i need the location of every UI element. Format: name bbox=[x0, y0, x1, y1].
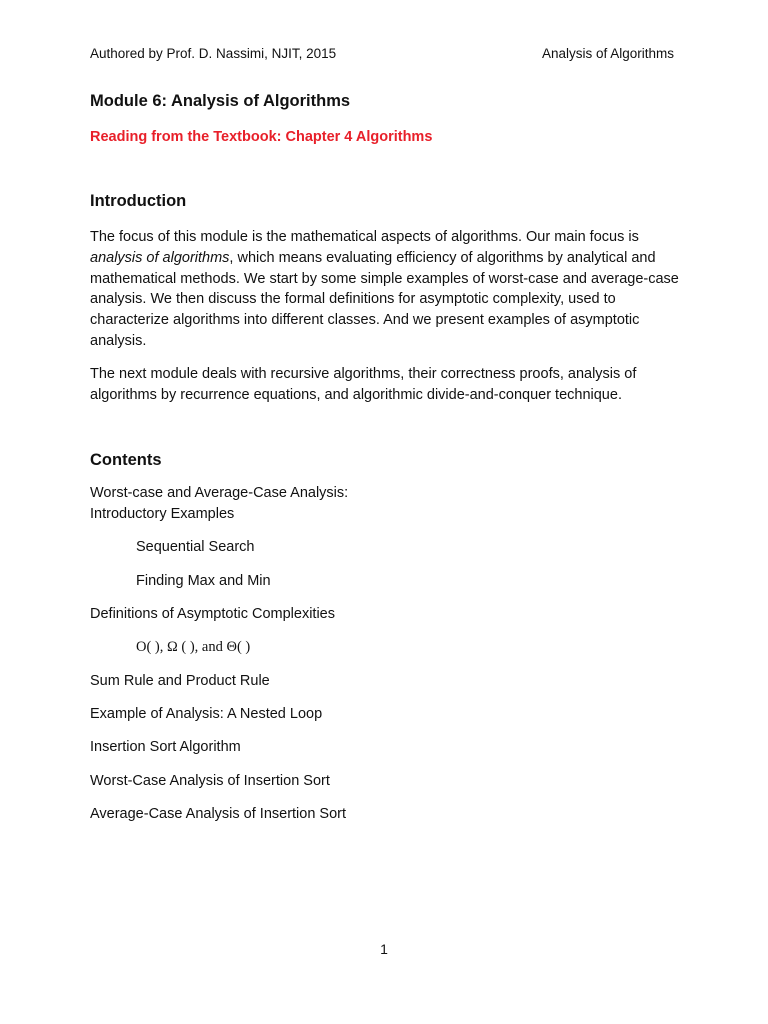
header-course-title: Analysis of Algorithms bbox=[541, 46, 674, 61]
introduction-paragraph-1 bbox=[90, 227, 682, 352]
page-header bbox=[90, 46, 674, 64]
contents-heading: Contents bbox=[90, 451, 162, 470]
toc-item-insertion-sort-average-case: Average-Case Analysis of Insertion Sort bbox=[90, 805, 347, 822]
module-title: Module 6: Analysis of Algorithms bbox=[90, 92, 351, 110]
reading-assignment: Reading from the Textbook: Chapter 4 Algorithms bbox=[90, 129, 433, 145]
toc-item-finding-max-min: Finding Max and Min bbox=[136, 572, 271, 589]
intro-p1-text-before: The focus of this module is the mathematical aspects of algorithms. Our main focus is bbox=[90, 229, 639, 245]
toc-item-insertion-sort-worst-case: Worst-Case Analysis of Insertion Sort bbox=[90, 772, 330, 789]
toc-item-sequential-search: Sequential Search bbox=[136, 539, 255, 556]
toc-item-asymptotic-definitions: Definitions of Asymptotic Complexities bbox=[90, 606, 335, 623]
toc-item-asymptotic-notation: O( ), Ω ( ), and Θ( ) bbox=[136, 639, 251, 656]
toc-item-sum-product-rule: Sum Rule and Product Rule bbox=[90, 672, 270, 689]
intro-p1-text-after: , which means evaluating efficiency of algorithms by analytical and mathematical methods. We start by some simple examples of worst-case and average-case analysis. We then discuss the formal definitions for asymptotic complexity, used to characterize algorithms into different classes. And we present examples of asymptotic analysis. bbox=[90, 249, 679, 349]
toc-item-worst-average-case: Worst-case and Average-Case Analysis: bbox=[90, 485, 349, 502]
intro-p1-emphasis: analysis of algorithms bbox=[90, 249, 230, 266]
toc-item-insertion-sort: Insertion Sort Algorithm bbox=[90, 739, 241, 756]
page-body bbox=[90, 92, 682, 825]
page-number: 1 bbox=[380, 941, 388, 957]
contents-list bbox=[90, 483, 682, 824]
toc-item-nested-loop-example: Example of Analysis: A Nested Loop bbox=[90, 705, 323, 722]
introduction-paragraph-2: The next module deals with recursive algorithms, their correctness proofs, analysis of algorithms by recurrence equations, and algorithmic divide-and-conquer technique. bbox=[90, 365, 637, 403]
header-author: Authored by Prof. D. Nassimi, NJIT, 2015 bbox=[90, 46, 337, 61]
introduction-heading: Introduction bbox=[90, 192, 187, 210]
toc-item-introductory-examples: Introductory Examples bbox=[90, 506, 235, 523]
